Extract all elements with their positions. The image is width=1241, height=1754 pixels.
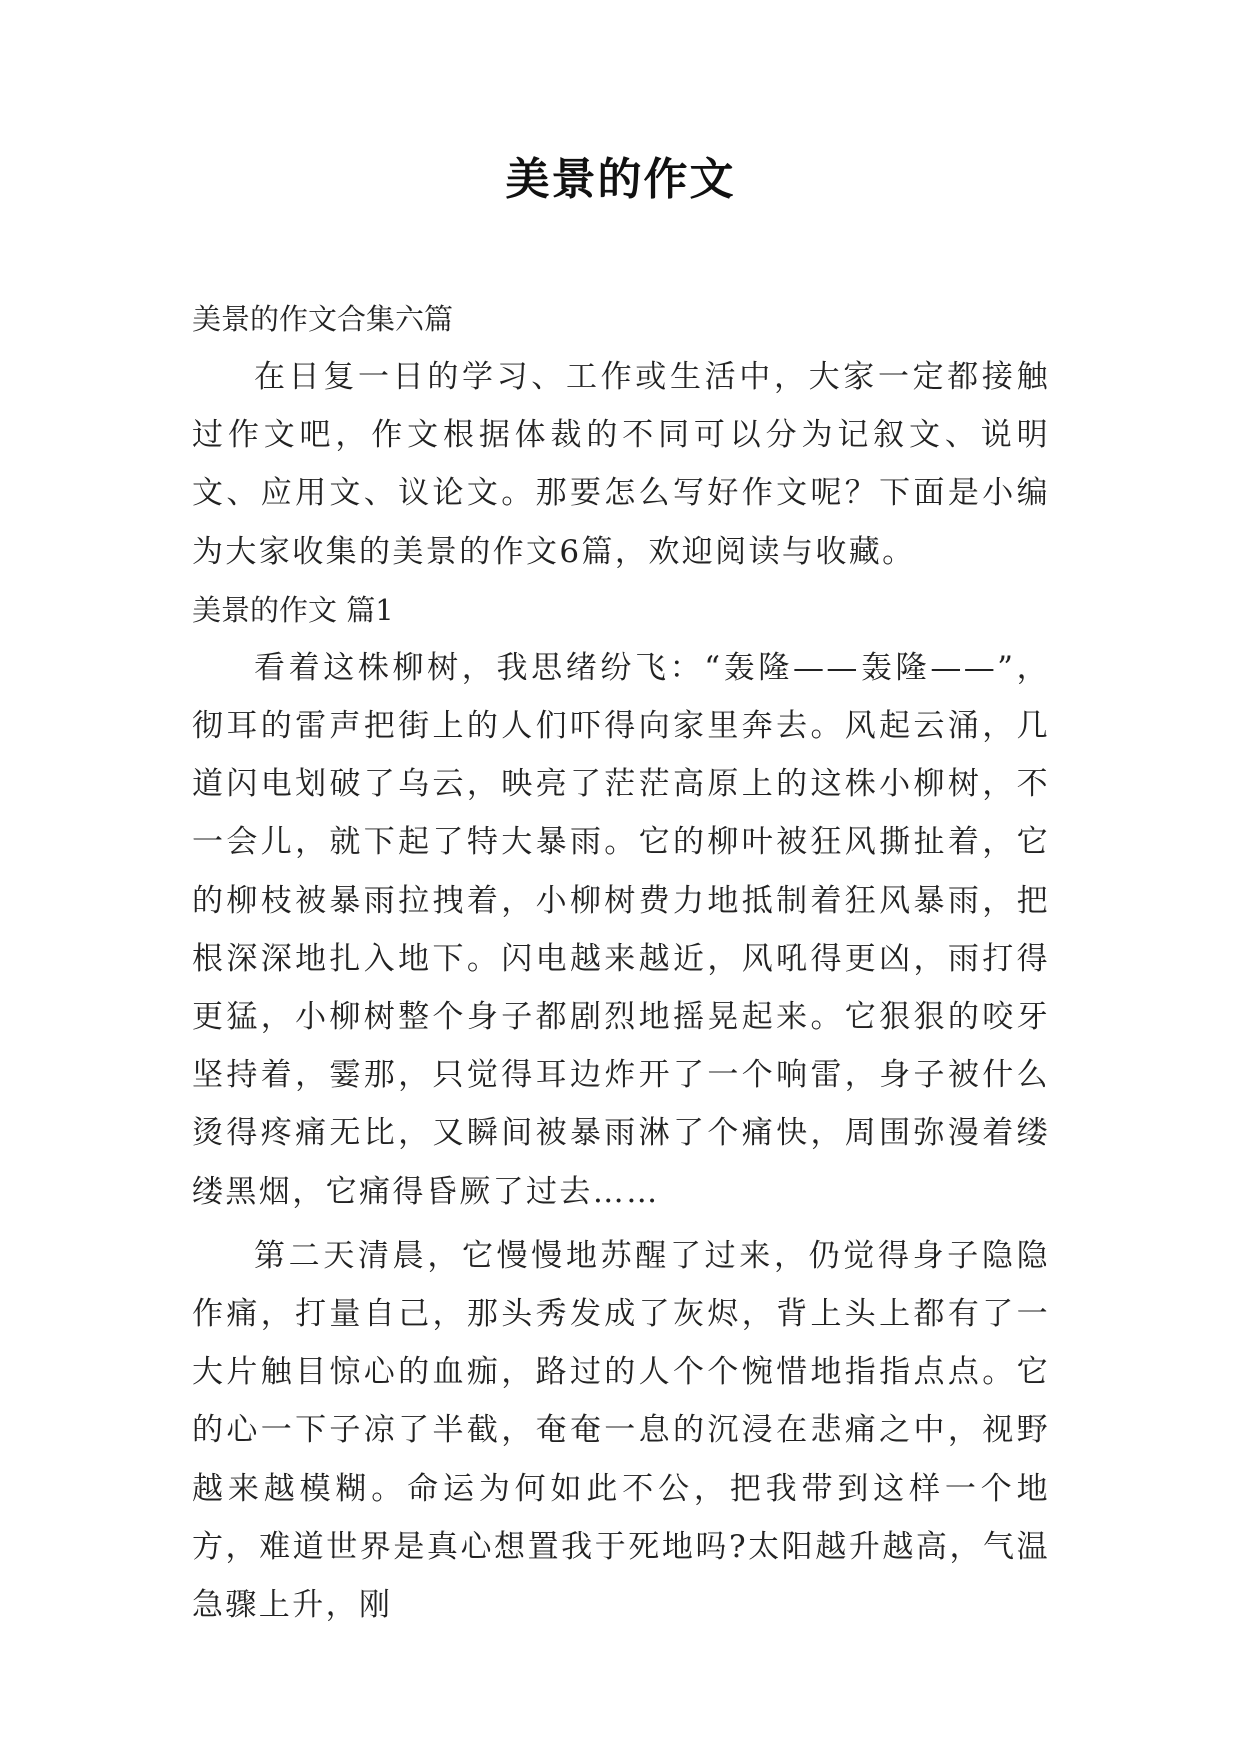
document-body	[192, 290, 1050, 1634]
essay-paragraph-2: 第二天清晨，它慢慢地苏醒了过来，仍觉得身子隐隐作痛，打量自己，那头秀发成了灰烬，背上头上都有了一大片触目惊心的血痂，路过的人个个惋惜地指指点点。它的心一下子凉了半截，奄奄一息的沉浸在悲痛之中，视野越来越模糊。命运为何如此不公，把我带到这样一个地方，难道世界是真心想置我于死地吗?太阳越升越高，气温急骤上升，刚	[192, 1237, 1050, 1624]
intro-paragraph: 在日复一日的学习、工作或生活中，大家一定都接触过作文吧，作文根据体裁的不同可以分为记叙文、说明文、应用文、议论文。那要怎么写好作文呢？下面是小编为大家收集的美景的作文6篇，欢迎阅读与收藏。	[192, 359, 1050, 570]
page-title: 美景的作文	[505, 154, 736, 205]
essay-paragraph-1: 看着这株柳树，我思绪纷飞：“轰隆——轰隆——”，彻耳的雷声把街上的人们吓得向家里奔去。风起云涌，几道闪电划破了乌云，映亮了茫茫高原上的这株小柳树，不一会儿，就下起了特大暴雨。它的柳叶被狂风撕扯着，它的柳枝被暴雨拉拽着，小柳树费力地抵制着狂风暴雨，把根深深地扎入地下。闪电越来越近，风吼得更凶，雨打得更猛，小柳树整个身子都剧烈地摇晃起来。它狠狠的咬牙坚持着，霎那，只觉得耳边炸开了一个响雷，身子被什么烫得疼痛无比，又瞬间被暴雨淋了个痛快，周围弥漫着缕缕黑烟，它痛得昏厥了过去……	[192, 649, 1050, 1210]
section-heading: 美景的作文 篇1	[192, 592, 394, 627]
collection-heading: 美景的作文合集六篇	[192, 302, 454, 336]
